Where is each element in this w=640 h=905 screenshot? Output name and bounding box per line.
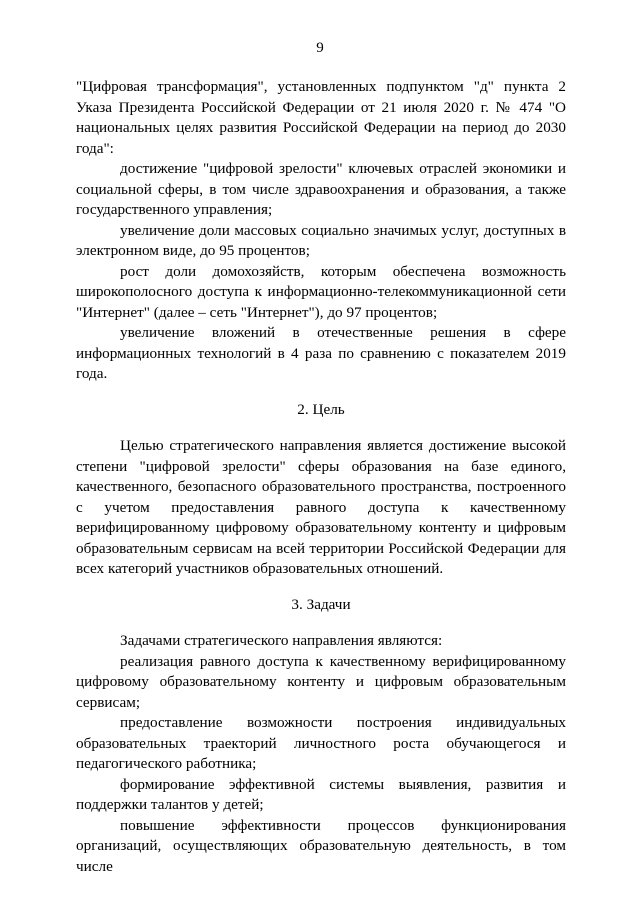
section-tasks-intro: Задачами стратегического направления являются: [120,632,443,649]
section-tasks-heading: 3. Задачи [291,595,351,613]
intro-paragraph-continuation: "Цифровая трансформация", установленных подпунктом "д" пункта 2 Указа Президента Российской Федерации от 21 июля 2020 г. № 474 "О национальных целях развития Российской Федерации на период до 2030 года": [76,78,566,157]
intro-item-digital-maturity: достижение "цифровой зрелости" ключевых отраслей экономики и социальной сферы, в том числе здравоохранения и образования, а также государственного управления; [76,160,566,218]
intro-item-electronic-services: увеличение доли массовых социально значимых услуг, доступных в электронном виде, до 95 процентов; [76,221,566,259]
intro-item-broadband-access: рост доли домохозяйств, которым обеспечена возможность широкополосного доступа к информационно-телекоммуникационной сети "Интернет" (далее – сеть "Интернет"), до 97 процентов; [76,262,566,321]
section-goal-heading: 2. Цель [297,400,345,418]
document-body [76,77,566,877]
task-item-equal-access: реализация равного доступа к качественному верифицированному цифровому образовательному контенту и цифровым образовательным сервисам; [76,652,566,711]
section-goal-text: Целью стратегического направления является достижение высокой степени "цифровой зрелости" сферы образования на базе единого, качественного, безопасного образовательного пространства, построенного с учетом предоставления равного доступа к качественному верифицированному цифровому образовательному контенту и цифровым образовательным сервисам на всей территории Российской Федерации для всех категорий участников образовательных отношений. [76,437,566,577]
page-number: 9 [316,40,324,56]
task-item-individual-trajectories: предоставление возможности построения индивидуальных образовательных траекторий личностного роста обучающегося и педагогического работника; [76,714,566,772]
task-item-efficiency: повышение эффективности процессов функционирования организаций, осуществляющих образовательную деятельность, в том числе [76,816,566,875]
intro-item-it-investment: увеличение вложений в отечественные решения в сфере информационных технологий в 4 раза по сравнению с показателем 2019 года. [76,324,566,382]
task-item-talent-support: формирование эффективной системы выявления, развития и поддержки талантов у детей; [76,775,566,813]
